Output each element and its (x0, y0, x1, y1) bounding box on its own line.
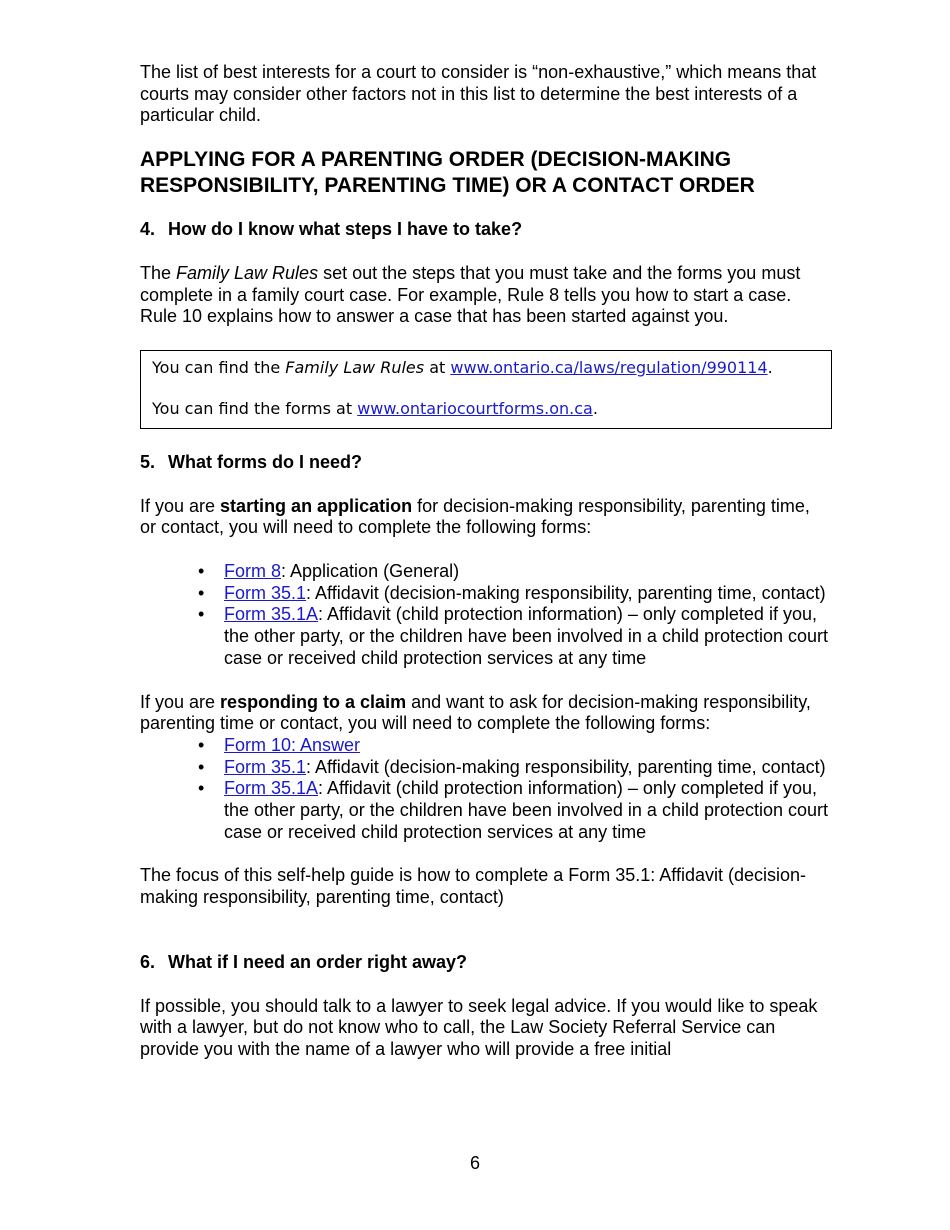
form-35-1-link[interactable]: Form 35.1 (224, 582, 307, 603)
rules-end: . (767, 357, 773, 377)
question-6-number: 6. (140, 951, 156, 972)
list-item (198, 561, 830, 583)
list-item (198, 583, 830, 605)
question-4-title: How do I know what steps I have to take? (168, 219, 523, 240)
list-item (198, 604, 830, 669)
question-6-paragraph: If possible, you should talk to a lawyer to seek legal advice. If you would like to speak with a lawyer, but do not know who to call, the Law Society Referral Service can provide you with the name of a lawyer who will provide a free initial (140, 995, 818, 1059)
form-description: : Affidavit (decision-making responsibility, parenting time, contact) (306, 582, 826, 603)
form-8-link[interactable]: Form 8 (224, 561, 282, 582)
page-content (140, 62, 830, 1061)
question-5-title: What forms do I need? (168, 451, 363, 472)
rules-title-italic: Family Law Rules (285, 357, 425, 377)
form-description: : Affidavit (decision-making responsibility, parenting time, contact) (306, 756, 826, 777)
q4-text-start: The (140, 262, 177, 283)
form-description: : Affidavit (child protection information) – only completed if you, the other party, or the children have been involved in a child protection court case or received child protection services at any time (224, 778, 829, 842)
starting-forms-list (198, 561, 830, 670)
question-6-title: What if I need an order right away? (168, 951, 468, 972)
forms-link[interactable]: www.ontariocourtforms.on.ca (357, 398, 593, 418)
question-4-paragraph (140, 263, 830, 328)
question-4-number: 4. (140, 219, 156, 240)
question-4-heading (140, 219, 830, 241)
page-number: 6 (469, 1153, 480, 1173)
question-5-number: 5. (140, 451, 156, 472)
starting-application-paragraph (140, 496, 830, 539)
form-description: : Application (General) (281, 561, 460, 582)
forms-prefix: You can find the forms at (152, 398, 358, 418)
forms-end: . (592, 398, 598, 418)
start-prefix: If you are (140, 495, 221, 516)
resources-info-box (140, 350, 832, 429)
guide-focus-paragraph: The focus of this self-help guide is how to complete a Form 35.1: Affidavit (decision-making responsibility, parenting time, contact) (140, 865, 806, 908)
rules-link[interactable]: www.ontario.ca/laws/regulation/990114 (450, 357, 768, 377)
forms-location-line (152, 399, 831, 419)
responding-forms-list (198, 735, 830, 844)
rules-location-line (152, 358, 831, 378)
form-35-1a-link[interactable]: Form 35.1A (224, 604, 319, 625)
respond-bold: responding to a claim (220, 691, 407, 712)
rules-prefix: You can find the (152, 357, 286, 377)
form-10-link[interactable]: Form 10: Answer (224, 734, 361, 755)
q4-text-end: set out the steps that you must take and the forms you must complete in a family court case. For example, Rule 8 tells you how to start a case. Rule 10 explains how to answer a case that has been started against you. (140, 262, 801, 327)
intro-paragraph: The list of best interests for a court to consider is “non-exhaustive,” which means that courts may consider other factors not in this list to determine the best interests of a particular child. (140, 62, 817, 126)
form-35-1a-link[interactable]: Form 35.1A (224, 778, 319, 799)
section-heading (140, 147, 830, 199)
form-35-1-link[interactable]: Form 35.1 (224, 756, 307, 777)
responding-claim-paragraph (140, 692, 830, 735)
q4-rules-title: Family Law Rules (176, 262, 319, 283)
start-bold: starting an application (220, 495, 413, 516)
list-item (198, 778, 830, 843)
question-5-heading (140, 452, 830, 474)
list-item (198, 735, 830, 757)
section-heading-line-1: APPLYING FOR A PARENTING ORDER (DECISION-MAKING (140, 148, 732, 172)
section-heading-line-2: RESPONSIBILITY, PARENTING TIME) OR A CONTACT ORDER (140, 174, 755, 198)
form-description: : Affidavit (child protection information) – only completed if you, the other party, or the children have been involved in a child protection court case or received child protection services at any time (224, 604, 829, 668)
respond-prefix: If you are (140, 691, 221, 712)
list-item (198, 757, 830, 779)
start-after: for decision-making responsibility, parenting time, or contact, you will need to complete the following forms: (140, 495, 810, 538)
rules-mid: at (424, 357, 451, 377)
respond-after: and want to ask for decision-making responsibility, parenting time or contact, you will need to complete the following forms: (140, 691, 811, 734)
question-6-heading (140, 952, 830, 974)
